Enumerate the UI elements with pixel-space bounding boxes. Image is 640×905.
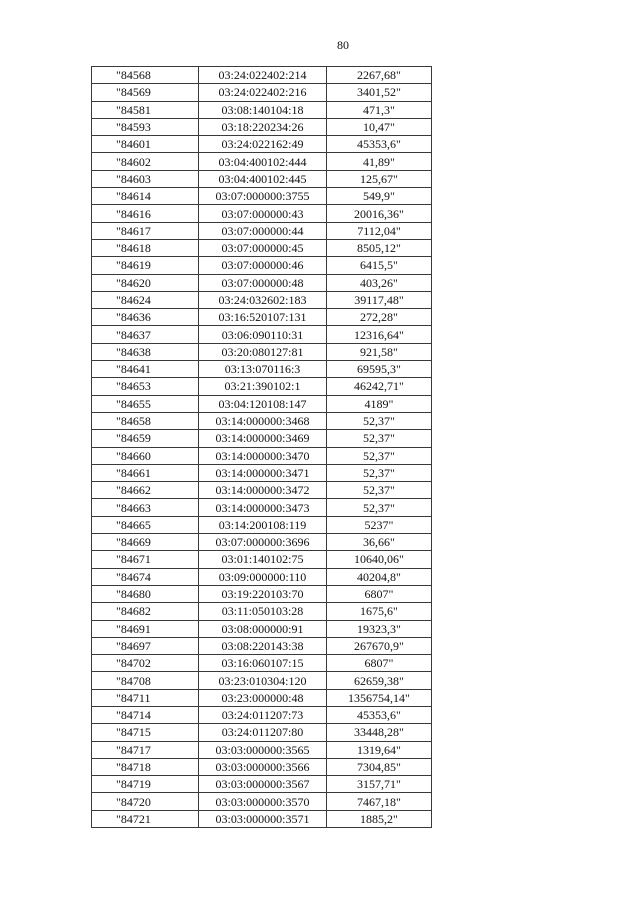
record-code-cell: "84568 (92, 67, 199, 84)
table-row (92, 188, 432, 205)
record-code-cell: "84708 (92, 672, 199, 689)
cadastral-number-cell: 03:07:000000:3755 (199, 188, 327, 205)
record-code-cell: "84636 (92, 309, 199, 326)
table-row (92, 326, 432, 343)
table-row (92, 274, 432, 291)
table-row (92, 741, 432, 758)
cadastral-number-cell: 03:20:080127:81 (199, 343, 327, 360)
record-code-cell: "84680 (92, 585, 199, 602)
cadastral-number-cell: 03:04:120108:147 (199, 395, 327, 412)
record-code-cell: "84659 (92, 430, 199, 447)
value-cell: 125,67" (327, 170, 432, 187)
value-cell: 7304,85" (327, 758, 432, 775)
table-row (92, 118, 432, 135)
table-row (92, 447, 432, 464)
record-code-cell: "84655 (92, 395, 199, 412)
value-cell: 7467,18" (327, 793, 432, 810)
value-cell: 549,9" (327, 188, 432, 205)
table-row (92, 568, 432, 585)
value-cell: 2267,68" (327, 67, 432, 84)
cadastral-number-cell: 03:08:000000:91 (199, 620, 327, 637)
value-cell: 20016,36" (327, 205, 432, 222)
cadastral-number-cell: 03:08:140104:18 (199, 101, 327, 118)
table-row (92, 689, 432, 706)
table-body (92, 67, 432, 828)
table-row (92, 637, 432, 654)
value-cell: 19323,3" (327, 620, 432, 637)
record-code-cell: "84641 (92, 361, 199, 378)
record-code-cell: "84682 (92, 603, 199, 620)
table-row (92, 222, 432, 239)
cadastral-number-cell: 03:24:011207:80 (199, 724, 327, 741)
record-code-cell: "84616 (92, 205, 199, 222)
table-row (92, 585, 432, 602)
record-code-cell: "84702 (92, 655, 199, 672)
record-code-cell: "84618 (92, 239, 199, 256)
cadastral-number-cell: 03:24:022162:49 (199, 136, 327, 153)
value-cell: 46242,71" (327, 378, 432, 395)
table-row (92, 655, 432, 672)
record-code-cell: "84674 (92, 568, 199, 585)
record-code-cell: "84661 (92, 464, 199, 481)
record-code-cell: "84593 (92, 118, 199, 135)
table-row (92, 810, 432, 827)
value-cell: 52,37" (327, 412, 432, 429)
record-code-cell: "84720 (92, 793, 199, 810)
table-row (92, 758, 432, 775)
cadastral-number-cell: 03:14:000000:3471 (199, 464, 327, 481)
cadastral-number-cell: 03:03:000000:3567 (199, 776, 327, 793)
record-code-cell: "84671 (92, 551, 199, 568)
table-row (92, 67, 432, 84)
cadastral-number-cell: 03:16:060107:15 (199, 655, 327, 672)
cadastral-number-cell: 03:23:010304:120 (199, 672, 327, 689)
value-cell: 6415,5" (327, 257, 432, 274)
value-cell: 1319,64" (327, 741, 432, 758)
value-cell: 6807" (327, 655, 432, 672)
value-cell: 69595,3" (327, 361, 432, 378)
record-code-cell: "84638 (92, 343, 199, 360)
cadastral-number-cell: 03:03:000000:3565 (199, 741, 327, 758)
table-row (92, 620, 432, 637)
value-cell: 39117,48" (327, 291, 432, 308)
table-row (92, 603, 432, 620)
table-row (92, 724, 432, 741)
record-code-cell: "84637 (92, 326, 199, 343)
value-cell: 10,47" (327, 118, 432, 135)
record-code-cell: "84721 (92, 810, 199, 827)
cadastral-number-cell: 03:24:011207:73 (199, 706, 327, 723)
value-cell: 41,89" (327, 153, 432, 170)
table-row (92, 395, 432, 412)
cadastral-number-cell: 03:07:000000:3696 (199, 534, 327, 551)
table-row (92, 776, 432, 793)
cadastral-number-cell: 03:18:220234:26 (199, 118, 327, 135)
cadastral-number-cell: 03:13:070116:3 (199, 361, 327, 378)
table-row (92, 205, 432, 222)
cadastral-number-cell: 03:14:000000:3469 (199, 430, 327, 447)
value-cell: 1885,2" (327, 810, 432, 827)
cadastral-number-cell: 03:01:140102:75 (199, 551, 327, 568)
cadastral-number-cell: 03:24:032602:183 (199, 291, 327, 308)
cadastral-number-cell: 03:14:200108:119 (199, 516, 327, 533)
value-cell: 471,3" (327, 101, 432, 118)
cadastral-number-cell: 03:07:000000:45 (199, 239, 327, 256)
table-row (92, 672, 432, 689)
cadastral-number-cell: 03:21:390102:1 (199, 378, 327, 395)
table-row (92, 430, 432, 447)
value-cell: 62659,38" (327, 672, 432, 689)
cadastral-number-cell: 03:07:000000:46 (199, 257, 327, 274)
table-row (92, 153, 432, 170)
page-number: 80 (337, 38, 349, 52)
cadastral-number-cell: 03:03:000000:3566 (199, 758, 327, 775)
value-cell: 52,37" (327, 430, 432, 447)
value-cell: 45353,6" (327, 136, 432, 153)
record-code-cell: "84617 (92, 222, 199, 239)
cadastral-number-cell: 03:14:000000:3473 (199, 499, 327, 516)
cadastral-number-cell: 03:23:000000:48 (199, 689, 327, 706)
value-cell: 1675,6" (327, 603, 432, 620)
table-row (92, 378, 432, 395)
table-row (92, 412, 432, 429)
record-code-cell: "84653 (92, 378, 199, 395)
cadastral-number-cell: 03:14:000000:3470 (199, 447, 327, 464)
value-cell: 3157,71" (327, 776, 432, 793)
record-code-cell: "84691 (92, 620, 199, 637)
cadastral-number-cell: 03:03:000000:3571 (199, 810, 327, 827)
record-code-cell: "84619 (92, 257, 199, 274)
record-code-cell: "84711 (92, 689, 199, 706)
value-cell: 52,37" (327, 447, 432, 464)
table-row (92, 291, 432, 308)
record-code-cell: "84569 (92, 84, 199, 101)
value-cell: 12316,64" (327, 326, 432, 343)
table-row (92, 361, 432, 378)
value-cell: 7112,04" (327, 222, 432, 239)
cadastral-number-cell: 03:09:000000:110 (199, 568, 327, 585)
cadastral-number-cell: 03:24:022402:216 (199, 84, 327, 101)
record-code-cell: "84602 (92, 153, 199, 170)
table-row (92, 551, 432, 568)
cadastral-number-cell: 03:08:220143:38 (199, 637, 327, 654)
record-code-cell: "84718 (92, 758, 199, 775)
record-code-cell: "84603 (92, 170, 199, 187)
value-cell: 33448,28" (327, 724, 432, 741)
cadastral-number-cell: 03:11:050103:28 (199, 603, 327, 620)
value-cell: 52,37" (327, 464, 432, 481)
record-code-cell: "84614 (92, 188, 199, 205)
table-row (92, 309, 432, 326)
value-cell: 4189" (327, 395, 432, 412)
cadastral-number-cell: 03:16:520107:131 (199, 309, 327, 326)
value-cell: 267670,9" (327, 637, 432, 654)
cadastral-number-cell: 03:14:000000:3468 (199, 412, 327, 429)
data-table (91, 66, 432, 828)
record-code-cell: "84658 (92, 412, 199, 429)
value-cell: 5237" (327, 516, 432, 533)
cadastral-number-cell: 03:07:000000:48 (199, 274, 327, 291)
value-cell: 921,58" (327, 343, 432, 360)
table-row (92, 534, 432, 551)
table-row (92, 464, 432, 481)
value-cell: 52,37" (327, 499, 432, 516)
record-code-cell: "84665 (92, 516, 199, 533)
record-code-cell: "84663 (92, 499, 199, 516)
value-cell: 10640,06" (327, 551, 432, 568)
cadastral-number-cell: 03:06:090110:31 (199, 326, 327, 343)
table-row (92, 482, 432, 499)
cadastral-number-cell: 03:03:000000:3570 (199, 793, 327, 810)
cadastral-number-cell: 03:14:000000:3472 (199, 482, 327, 499)
record-code-cell: "84624 (92, 291, 199, 308)
table-row (92, 793, 432, 810)
value-cell: 3401,52" (327, 84, 432, 101)
cadastral-number-cell: 03:07:000000:44 (199, 222, 327, 239)
table-row (92, 84, 432, 101)
table-row (92, 343, 432, 360)
value-cell: 272,28" (327, 309, 432, 326)
table-row (92, 136, 432, 153)
record-code-cell: "84581 (92, 101, 199, 118)
cadastral-number-cell: 03:04:400102:445 (199, 170, 327, 187)
value-cell: 45353,6" (327, 706, 432, 723)
value-cell: 52,37" (327, 482, 432, 499)
table-row (92, 101, 432, 118)
table-row (92, 239, 432, 256)
record-code-cell: "84620 (92, 274, 199, 291)
record-code-cell: "84717 (92, 741, 199, 758)
table-row (92, 499, 432, 516)
value-cell: 36,66" (327, 534, 432, 551)
value-cell: 40204,8" (327, 568, 432, 585)
table-row (92, 516, 432, 533)
value-cell: 403,26" (327, 274, 432, 291)
record-code-cell: "84697 (92, 637, 199, 654)
record-code-cell: "84601 (92, 136, 199, 153)
record-code-cell: "84719 (92, 776, 199, 793)
table-row (92, 257, 432, 274)
table-row (92, 706, 432, 723)
record-code-cell: "84715 (92, 724, 199, 741)
record-code-cell: "84669 (92, 534, 199, 551)
value-cell: 8505,12" (327, 239, 432, 256)
value-cell: 6807" (327, 585, 432, 602)
cadastral-number-cell: 03:07:000000:43 (199, 205, 327, 222)
record-code-cell: "84660 (92, 447, 199, 464)
record-code-cell: "84714 (92, 706, 199, 723)
cadastral-number-cell: 03:19:220103:70 (199, 585, 327, 602)
cadastral-number-cell: 03:24:022402:214 (199, 67, 327, 84)
record-code-cell: "84662 (92, 482, 199, 499)
cadastral-number-cell: 03:04:400102:444 (199, 153, 327, 170)
table-row (92, 170, 432, 187)
value-cell: 1356754,14" (327, 689, 432, 706)
